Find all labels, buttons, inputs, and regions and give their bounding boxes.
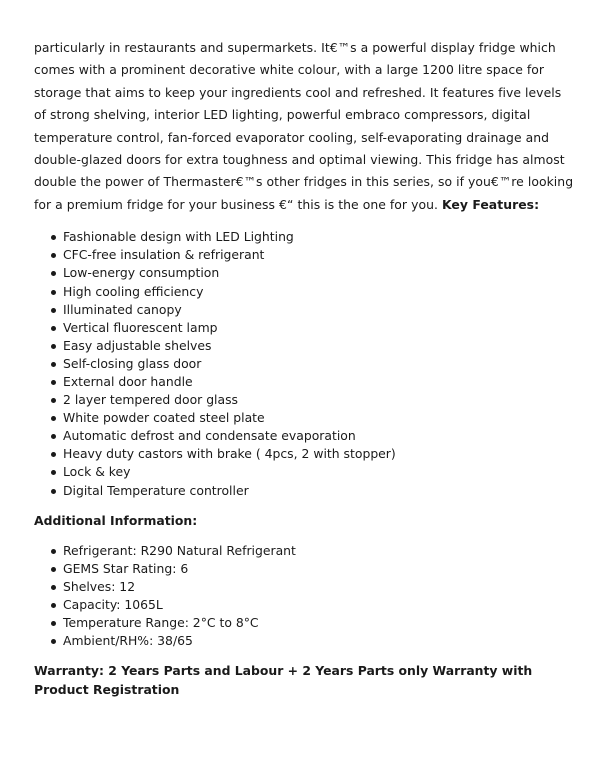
list-item: Capacity: 1065L (63, 596, 576, 614)
list-item: 2 layer tempered door glass (63, 391, 576, 409)
additional-info-list (34, 542, 576, 651)
list-item: Lock & key (63, 463, 576, 481)
list-item: Temperature Range: 2°C to 8°C (63, 614, 576, 632)
list-item: Low-energy consumption (63, 264, 576, 282)
list-item: Fashionable design with LED Lighting (63, 228, 576, 246)
list-item: CFC-free insulation & refrigerant (63, 246, 576, 264)
list-item: Shelves: 12 (63, 578, 576, 596)
list-item: Illuminated canopy (63, 301, 576, 319)
list-item: Easy adjustable shelves (63, 337, 576, 355)
additional-info-heading: Additional Information: (34, 512, 198, 528)
list-item: Self-closing glass door (63, 355, 576, 373)
list-item: Automatic defrost and condensate evaporation (63, 427, 576, 445)
list-item: High cooling efficiency (63, 283, 576, 301)
list-item: External door handle (63, 373, 576, 391)
list-item: GEMS Star Rating: 6 (63, 560, 576, 578)
list-item: Digital Temperature controller (63, 482, 576, 500)
intro-paragraph (34, 37, 576, 216)
list-item: Ambient/RH%: 38/65 (63, 632, 576, 650)
list-item: Heavy duty castors with brake ( 4pcs, 2 with stopper) (63, 445, 576, 463)
list-item: Vertical fluorescent lamp (63, 319, 576, 337)
key-features-list (34, 228, 576, 499)
intro-text: particularly in restaurants and supermarkets. It€™s a powerful display fridge which comes with a prominent decorative white colour, with a large 1200 litre space for storage that aims to keep your ingredients cool and refreshed. It features five levels of strong shelving, interior LED lighting, powerful embraco compressors, digital temperature control, fan-forced evaporator cooling, self-evaporating drainage and double-glazed doors for extra toughness and optimal viewing. This fridge has almost double the power of Thermaster€™s other fridges in this series, so if you€™re looking for a premium fridge for your business €“ this is the one for you. (34, 40, 574, 212)
key-features-label: Key Features: (441, 196, 540, 212)
list-item: White powder coated steel plate (63, 409, 576, 427)
list-item: Refrigerant: R290 Natural Refrigerant (63, 542, 576, 560)
warranty-statement: Warranty: 2 Years Parts and Labour + 2 Years Parts only Warranty with Product Registration (34, 663, 533, 697)
